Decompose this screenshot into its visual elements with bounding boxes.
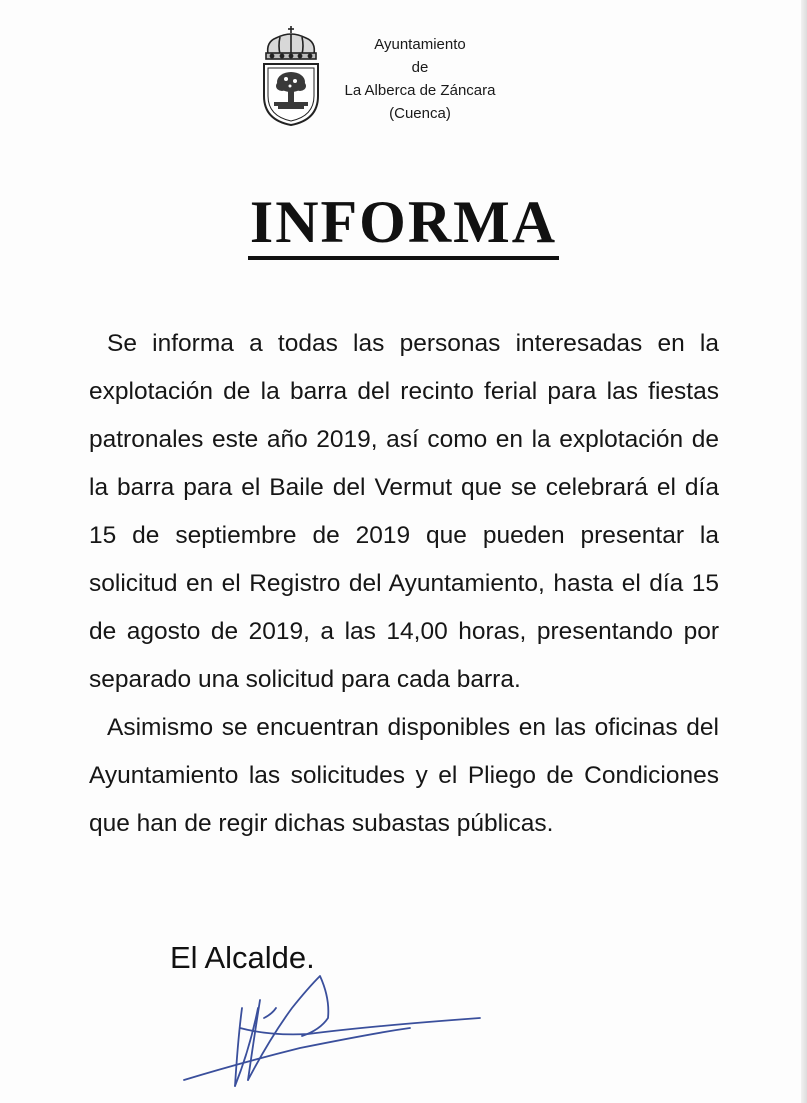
letterhead xyxy=(258,24,498,134)
header-line-1: Ayuntamiento xyxy=(374,36,466,53)
municipality-header xyxy=(330,33,510,125)
page-edge-shadow xyxy=(801,0,807,1103)
page-title: INFORMA xyxy=(248,190,559,260)
header-line-4: (Cuenca) xyxy=(389,105,451,122)
signature-label: El Alcalde. xyxy=(170,940,315,975)
coat-of-arms-icon xyxy=(258,24,324,128)
handwritten-signature xyxy=(180,968,500,1088)
title-container xyxy=(0,190,807,260)
paragraph-2: Asimismo se encuentran disponibles en las oficinas del Ayuntamiento las solicitudes y el Pliego de Condiciones que han de regir dichas subastas públicas. xyxy=(89,714,719,837)
header-line-2: de xyxy=(411,59,429,76)
header-line-3: La Alberca de Záncara xyxy=(344,82,496,99)
paragraph-1: Se informa a todas las personas interesadas en la explotación de la barra del recinto ferial para las fiestas patronales este año 2019, así como en la explotación de la barra para el Baile del Vermut que se celebrará el día 15 de septiembre de 2019 que pueden presentar la solicitud en el Registro del Ayuntamiento, hasta el día 15 de agosto de 2019, a las 14,00 horas, presentando por separado una solicitud para cada barra. xyxy=(89,330,719,693)
notice-body xyxy=(89,320,719,848)
